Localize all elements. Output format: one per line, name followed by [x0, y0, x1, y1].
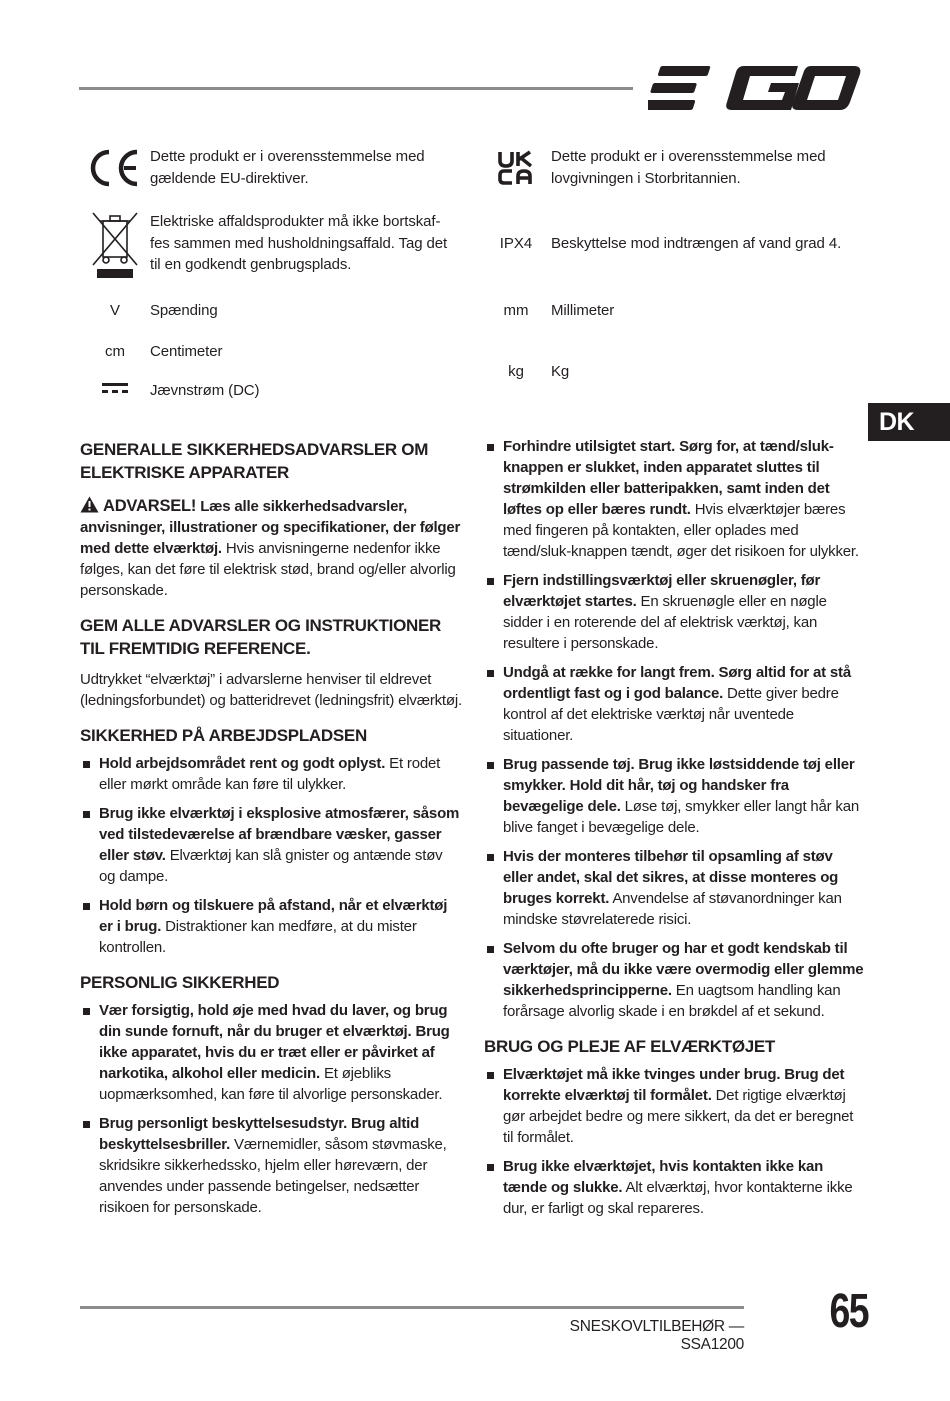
symbol-text-mm: Millimeter [551, 302, 615, 319]
symbol-row-ipx4 [481, 233, 851, 255]
list-item: Hold arbejdsområdet rent og godt oplyst. Et rodet eller mørkt område kan føre til ulykker. [80, 753, 462, 795]
symbol-text-weee: Elektriske affaldsprodukter må ikke bortskaf-fes sammen med husholdningsaffald. Tag det til en godkendt genbrugsplads. [150, 213, 448, 273]
symbol-text-cm: Centimeter [150, 343, 223, 360]
symbol-text-kg: Kg [551, 363, 570, 380]
symbol-text-dc: Jævnstrøm (DC) [150, 382, 260, 399]
list-item: Brug personligt beskyttelsesudstyr. Brug altid beskyttelsesbriller. Værnemidler, såsom støvmaske, skridsikre sikkerhedssko, hjelm eller høreværn, der anvendes under passende betingelser, nedsætter risikoen for personskade. [80, 1113, 462, 1218]
ego-logo [648, 62, 862, 114]
list-item: Brug passende tøj. Brug ikke løstsiddende tøj eller smykker. Hold dit hår, tøj og handsker fra bevægelige dele. Løse tøj, smykker eller langt hår kan blive fanget i bevægelige dele. [484, 754, 866, 838]
tool-care-list [484, 1064, 866, 1219]
term-paragraph: Udtrykket “elværktøj” i advarslerne henviser til eldrevet (ledningsforbundet) og batteridrevet (ledningsfrit) elværktøj. [80, 671, 462, 709]
heading-general-safety: GENERALLE SIKKERHEDSADVARSLER OM ELEKTRISKE APPARATER [80, 440, 429, 482]
heading-work-area: SIKKERHED PÅ ARBEJDSPLADSEN [80, 726, 367, 745]
direct-current-icon [102, 380, 128, 396]
list-item: Elværktøjet må ikke tvinges under brug. Brug det korrekte elværktøj til formålet. Det rigtige elværktøj gør arbejdet bedre og mere sikkert, da det er beregnet til formålet. [484, 1064, 866, 1148]
mm-symbol: mm [503, 302, 529, 319]
list-item: Hvis der monteres tilbehør til opsamling af støv eller andet, skal det sikres, at disse monteres og bruges korrekt. Anvendelse af støvanordninger kan mindske støvrelaterede risici. [484, 846, 866, 930]
symbol-row-ce [80, 146, 450, 190]
list-item: Brug ikke elværktøjet, hvis kontakten ikke kan tænde og slukke. Alt elværktøj, hvor kontakterne ikke dur, er farligt og skal repareres. [484, 1156, 866, 1219]
symbol-row-volt [80, 300, 450, 322]
symbol-row-weee [80, 211, 450, 281]
symbol-row-mm [481, 300, 851, 322]
personal-safety-list [80, 1000, 462, 1218]
left-column [80, 436, 462, 1218]
list-item: Fjern indstillingsværktøj eller skruenøgler, før elværktøjet startes. En skruenøgle eller en nøgle sidder i en roterende del af elektrisk værktøj, kan resultere i personskade. [484, 570, 866, 654]
crossed-bin-icon [89, 211, 141, 281]
warning-bold-text: Læs alle sikkerhedsadvarsler, anvisninger, illustrationer og specifikationer, der følger med dette elværktøj. [80, 498, 461, 557]
symbol-row-ukca [481, 146, 851, 190]
ce-mark-icon [89, 149, 141, 187]
list-item: Vær forsigtig, hold øje med hvad du laver, og brug din sunde fornuft, når du bruger et elværktøj. Brug ikke apparatet, hvis du er træt eller er påvirket af narkotika, alkohol eller medicin. Et øjebliks uopmærksomhed, kan føre til alvorlige personskader. [80, 1000, 462, 1105]
language-tab: DK [868, 403, 950, 441]
list-item: Undgå at række for langt frem. Sørg altid for at stå ordentligt fast og i god balance. Dette giver bedre kontrol af det elektriske værktøj når uventede situationer. [484, 662, 866, 746]
warning-label: ADVARSEL! [103, 497, 197, 515]
header-rule [79, 87, 633, 90]
symbol-text-volt: Spænding [150, 302, 218, 319]
footer-rule [80, 1306, 744, 1309]
list-item: Forhindre utilsigtet start. Sørg for, at tænd/sluk-knappen er slukket, inden apparatet sluttes til strømkilden eller batteripakken, samt inden det løftes op eller bæres rundt. Hvis elværktøjer bæres med fingeren på kontakten, eller oplades med tænd/sluk-knappen tændt, øger det risikoen for ulykker. [484, 436, 866, 562]
cm-symbol: cm [105, 343, 125, 360]
warning-text: Hvis anvisningerne nedenfor ikke følges, kan det føre til elektrisk stød, brand og/eller alvorlig personskade. [80, 540, 456, 599]
list-item: Brug ikke elværktøj i eksplosive atmosfærer, såsom ved tilstedeværelse af brændbare væsker, gasser eller støv. Elværktøj kan slå gnister og antænde støv og dampe. [80, 803, 462, 887]
heading-save-instructions: GEM ALLE ADVARSLER OG INSTRUKTIONER TIL FREMTIDIG REFERENCE. [80, 616, 441, 658]
ipx4-symbol: IPX4 [499, 235, 533, 252]
page-number: 65 [829, 1285, 868, 1338]
symbol-text-ipx4: Beskyttelse mod indtrængen af vand grad 4. [551, 235, 842, 252]
kg-symbol: kg [508, 363, 524, 380]
symbol-row-dc [80, 380, 450, 402]
symbol-text-ce: Dette produkt er i overensstemmelse med gældende EU-direktiver. [150, 148, 425, 187]
symbol-text-ukca: Dette produkt er i overensstemmelse med lovgivningen i Storbritannien. [551, 148, 826, 187]
heading-personal-safety: PERSONLIG SIKKERHED [80, 973, 280, 992]
personal-safety-list-continued [484, 436, 866, 1022]
list-item: Hold børn og tilskuere på afstand, når et elværktøj er i brug. Distraktioner kan medføre, at du mister kontrollen. [80, 895, 462, 958]
ukca-mark-icon [497, 150, 535, 186]
warning-paragraph [80, 496, 462, 601]
symbol-row-cm [80, 341, 450, 363]
right-column [484, 436, 866, 1219]
warning-triangle-icon [80, 496, 99, 513]
list-item: Selvom du ofte bruger og har et godt kendskab til værktøjer, må du ikke være overmodig eller glemme sikkerhedsprincipperne. En uagtsom handling kan forårsage alvorlig skade i en brøkdel af et sekund. [484, 938, 866, 1022]
volt-symbol: V [109, 302, 120, 319]
heading-tool-care: BRUG OG PLEJE AF ELVÆRKTØJET [484, 1037, 776, 1056]
footer-title: SNESKOVLTILBEHØR — SSA1200 [569, 1318, 744, 1353]
work-area-list [80, 753, 462, 958]
symbol-row-kg [481, 361, 851, 383]
